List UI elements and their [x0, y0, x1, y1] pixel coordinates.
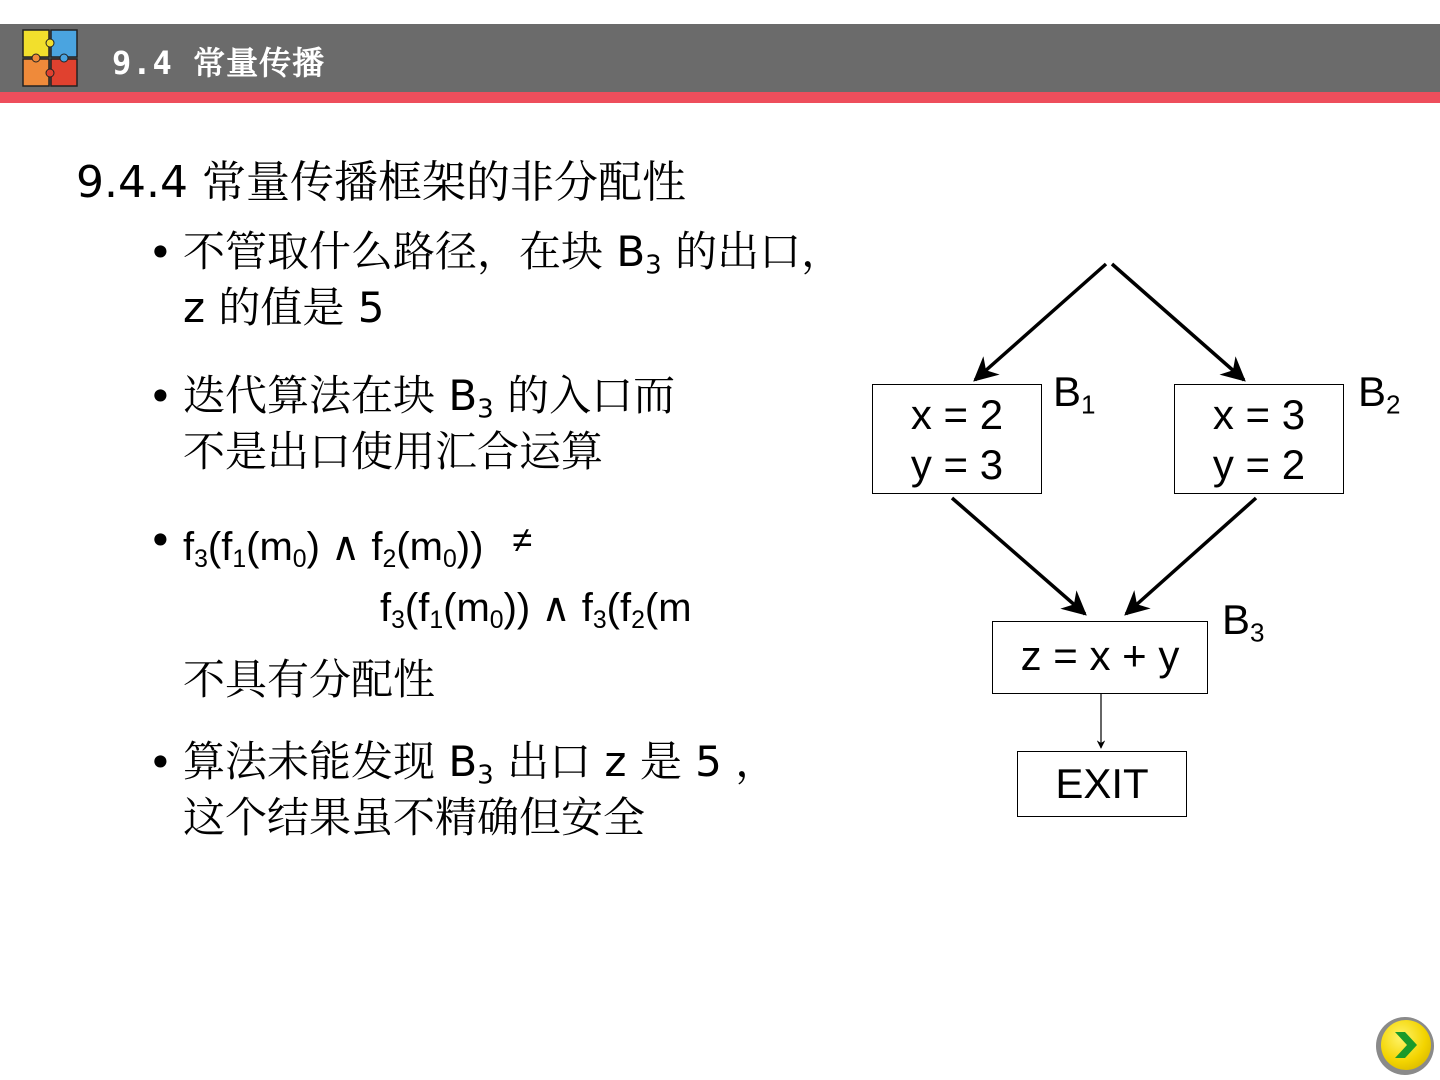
block-b2-line-1: x = 3	[1212, 391, 1306, 438]
block-exit-line-1: EXIT	[1055, 760, 1149, 807]
not-equal-symbol: ≠	[512, 519, 533, 560]
arrow-entry-to-b1	[975, 264, 1106, 380]
next-arrow-icon	[1381, 1020, 1431, 1070]
next-slide-button-face[interactable]	[1381, 1020, 1431, 1070]
bullet-dot: •	[148, 372, 173, 421]
arrow-b1-to-b3	[952, 498, 1085, 614]
bullet-dot: •	[148, 738, 173, 787]
block-b1-line-1: x = 2	[910, 391, 1004, 438]
bullet-1-line-2: z 的值是 5	[183, 283, 385, 332]
bullet-3-line-3: 不具有分配性	[183, 655, 436, 704]
block-b1	[872, 384, 1042, 494]
bullet-1-line-1: 不管取什么路径，在块 $B_3$ 的出口，	[183, 227, 844, 281]
bullet-4-line-1: 算法未能发现 $B_3$ 出口 z 是 5 ，	[183, 737, 778, 791]
block-b2-label: $B_2$	[1358, 368, 1401, 420]
bullet-dot: •	[148, 516, 173, 565]
block-b3	[992, 621, 1208, 694]
section-title: 9.4.4 常量传播框架的非分配性	[76, 157, 686, 208]
block-exit	[1017, 751, 1187, 817]
bullet-2-line-2: 不是出口使用汇合运算	[183, 427, 604, 476]
arrow-entry-to-b2	[1112, 264, 1244, 380]
equation-line-1: $f_3(f_1(m_0)$ ∧ $f_2(m_0)$) ≠	[183, 519, 533, 573]
block-b2	[1174, 384, 1344, 494]
block-b1-label: $B_1$	[1053, 368, 1096, 420]
block-b1-line-2: y = 3	[910, 441, 1004, 488]
next-slide-button[interactable]	[1376, 1017, 1434, 1075]
block-b3-label: $B_3$	[1222, 596, 1265, 648]
equation-line-2: $f_3(f_1(m_0))$ ∧ $f_3(f_2(m$	[380, 586, 692, 634]
bullet-dot: •	[148, 228, 173, 277]
block-b2-line-2: y = 2	[1212, 441, 1306, 488]
bullet-2-line-1: 迭代算法在块 $B_3$ 的入口而	[183, 371, 676, 425]
block-b3-line-1: z = x + y	[1020, 632, 1180, 679]
header-title: 9.4 常量传播	[112, 44, 326, 82]
bullet-4-line-2: 这个结果虽不精确但安全	[183, 793, 646, 842]
